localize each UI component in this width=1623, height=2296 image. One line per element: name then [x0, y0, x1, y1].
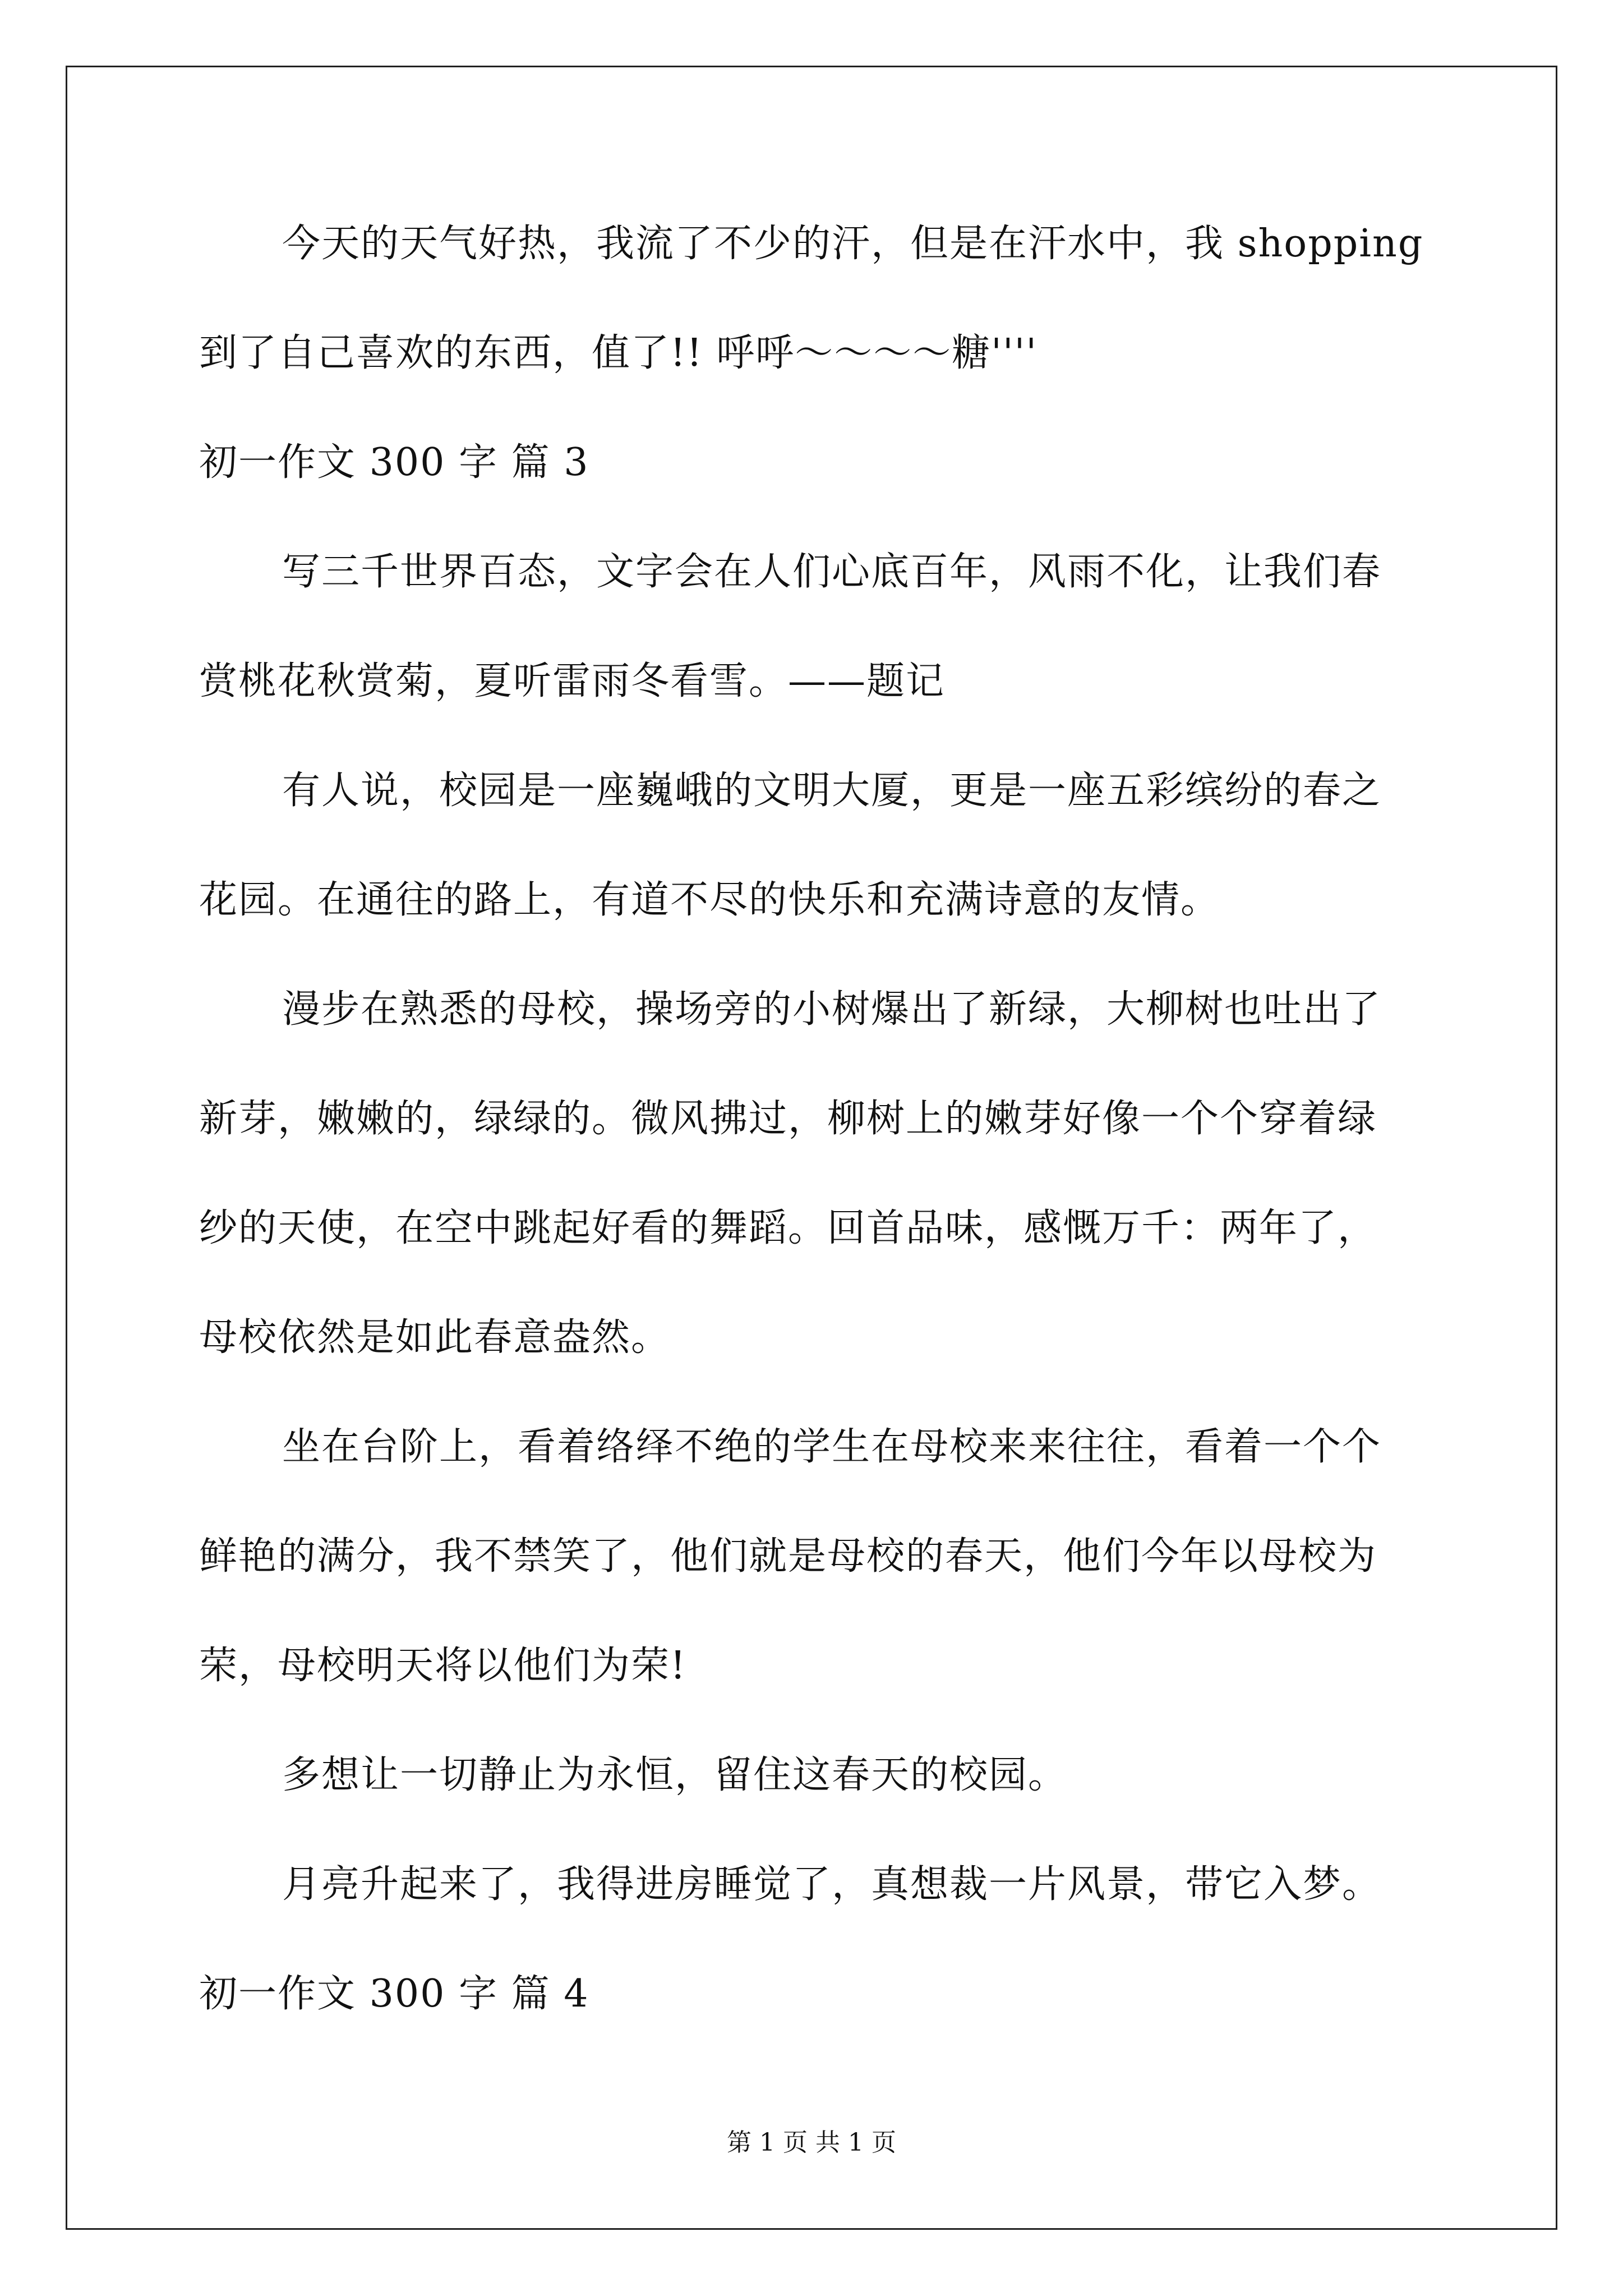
section-heading: 初一作文 300 字 篇 3	[199, 440, 589, 485]
paragraph-line: 今天的天气好热，我流了不少的汗，但是在汗水中，我 shopping	[282, 222, 1424, 266]
page-number: 第 1 页 共 1 页	[727, 2128, 896, 2157]
paragraph-line: 到了自己喜欢的东西，值了!! 呼呼～～～～糖''''	[199, 331, 1038, 375]
paragraph-line: 漫步在熟悉的母校，操场旁的小树爆出了新绿，大柳树也吐出了	[282, 987, 1382, 1032]
paragraph-line: 荣，母校明天将以他们为荣!	[199, 1644, 687, 1688]
paragraph-line: 新芽，嫩嫩的，绿绿的。微风拂过，柳树上的嫩芽好像一个个穿着绿	[199, 1097, 1377, 1141]
paragraph-line: 坐在台阶上，看着络绎不绝的学生在母校来来往往，看着一个个	[282, 1425, 1382, 1469]
paragraph-line: 纱的天使，在空中跳起好看的舞蹈。回首品味，感慨万千：两年了，	[199, 1206, 1377, 1250]
paragraph-line: 母校依然是如此春意盎然。	[199, 1315, 671, 1360]
section-heading: 初一作文 300 字 篇 4	[199, 1972, 589, 2016]
paragraph-line: 多想让一切静止为永恒，留住这春天的校园。	[282, 1753, 1068, 1797]
paragraph-line: 写三千世界百态，文字会在人们心底百年，风雨不化，让我们春	[282, 550, 1382, 594]
paragraph-line: 鲜艳的满分，我不禁笑了，他们就是母校的春天，他们今年以母校为	[199, 1534, 1377, 1579]
paragraph-line: 月亮升起来了，我得进房睡觉了，真想裁一片风景，带它入梦。	[282, 1862, 1382, 1907]
paragraph-line: 花园。在通往的路上，有道不尽的快乐和充满诗意的友情。	[199, 878, 1220, 922]
paragraph-line: 有人说，校园是一座巍峨的文明大厦，更是一座五彩缤纷的春之	[282, 769, 1382, 813]
paragraph-line: 赏桃花秋赏菊，夏听雷雨冬看雪。——题记	[199, 659, 946, 703]
